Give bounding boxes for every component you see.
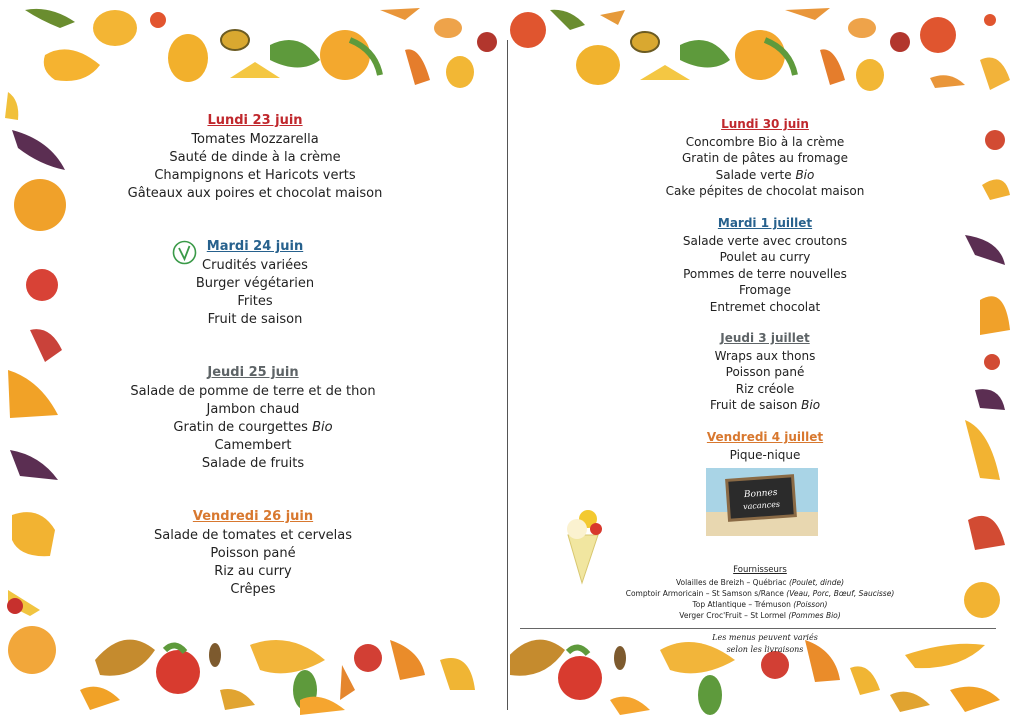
menu-item: Gratin de pâtes au fromage — [681, 151, 849, 165]
day-menu-vendredi-4-juillet — [695, 429, 835, 463]
menu-item: Fruit de saison Bio — [709, 398, 821, 412]
menu-item: Poulet au curry — [719, 250, 811, 264]
menu-item: Concombre Bio à la crème — [685, 134, 845, 149]
menu-item: Crêpes — [230, 582, 276, 597]
day-title: Lundi 23 juin — [207, 113, 303, 128]
food-border-decoration — [0, 0, 508, 724]
menu-item: Riz au curry — [214, 564, 292, 579]
ice-cream-cone-illustration — [562, 505, 606, 585]
day-menu-jeudi-25-juin — [118, 364, 388, 473]
day-menu-mardi-24-juin — [150, 238, 360, 329]
menu-item: Crudités variées — [202, 258, 308, 273]
day-title: Mardi 24 juin — [206, 239, 304, 254]
bio-label: Bio — [795, 167, 815, 182]
menu-item: Pique-nique — [729, 447, 801, 462]
menu-item: Salade verte avec croutons — [682, 233, 848, 248]
menu-item: Salade de fruits — [201, 456, 305, 471]
menu-item: Poisson pané — [210, 546, 296, 561]
day-title: Lundi 30 juin — [721, 117, 809, 131]
menu-item: Camembert — [214, 438, 292, 453]
menu-item: Salade verte Bio — [715, 167, 815, 182]
day-menu-mardi-1-juillet — [670, 215, 860, 315]
menu-item: Entremet chocolat — [709, 299, 821, 314]
menu-item: Salade de pomme de terre et de thon — [130, 384, 376, 399]
page-divider — [507, 40, 508, 710]
menu-item: Pommes de terre nouvelles — [683, 266, 847, 281]
board-line-2: vacances — [742, 499, 781, 512]
day-menu-jeudi-3-juillet — [685, 330, 845, 414]
day-menu-vendredi-26-juin — [133, 508, 373, 599]
board-line-1: Bonnes — [743, 487, 778, 501]
menu-item: Fromage — [738, 283, 792, 297]
supplier-line: Volailles de Breizh – Québriac (Poulet, dinde) — [675, 578, 845, 587]
supplier-line: Verger Croc'Fruit – St Lormel (Pommes Bio) — [679, 611, 841, 620]
day-title: Mardi 1 juillet — [717, 216, 813, 230]
menu-item: Riz créole — [735, 381, 795, 396]
day-menu-lundi-23-juin — [120, 112, 390, 203]
day-menu-lundi-30-juin — [660, 116, 870, 200]
menu-item: Poisson pané — [725, 365, 805, 379]
menu-item: Frites — [237, 294, 273, 309]
suppliers-title: Fournisseurs — [733, 565, 787, 575]
left-page — [0, 0, 508, 724]
bio-label: Bio — [801, 398, 821, 412]
menu-item: Gratin de courgettes Bio — [173, 420, 333, 435]
suppliers-list — [620, 565, 900, 621]
menu-variation-note: Les menus peuvent variés selon les livraisons — [712, 633, 818, 654]
day-title: Jeudi 25 juin — [207, 365, 299, 380]
menu-item: Jambon chaud — [206, 402, 300, 417]
menu-item: Cake pépites de chocolat maison — [665, 184, 865, 198]
supplier-line: Comptoir Armoricain – St Samson s/Rance (Veau, Porc, Bœuf, Saucisse) — [625, 589, 895, 598]
bio-label: Bio — [312, 420, 333, 435]
footer-separator-line — [520, 628, 996, 629]
menu-item: Wraps aux thons — [714, 348, 816, 363]
bonnes-vacances-board — [706, 468, 818, 536]
menu-item: Salade de tomates et cervelas — [153, 528, 352, 543]
menu-item: Gâteaux aux poires et chocolat maison — [127, 186, 383, 201]
menu-item: Champignons et Haricots verts — [154, 168, 356, 183]
supplier-line: Top Atlantique – Trémuson (Poisson) — [692, 600, 828, 609]
day-title: Vendredi 4 juillet — [706, 430, 824, 444]
menu-item: Fruit de saison — [207, 312, 303, 327]
menu-item: Tomates Mozzarella — [191, 132, 319, 147]
menu-item: Burger végétarien — [195, 276, 315, 291]
day-title: Vendredi 26 juin — [192, 509, 314, 524]
menu-item: Sauté de dinde à la crème — [169, 150, 341, 165]
day-title: Jeudi 3 juillet — [720, 331, 810, 345]
